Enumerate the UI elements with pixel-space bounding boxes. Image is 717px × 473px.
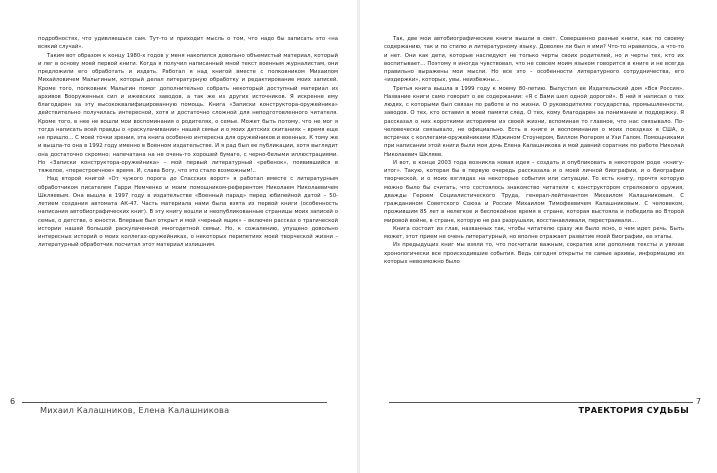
paragraph: Так, две мои автобиографические книги вышли в свет. Совершенно разные книги, как по своему содержанию, так и по стилю и литературному языку. Доволен ли был я ими? Что-то нравилось, а что-то и нет. Они как дети, которые наследуют не только черты своих родителей, но и черты тех, кто их воспитывает... Поэтому я иногда чувствовал, что не совсем моим языком говорится в книге и не всегда правильно выражены мои мысли. Но все это – особенности литературного сотрудничества, его «издержки», которых, увы, неизбежны... (384, 36, 684, 84)
running-head-authors: Михаил Калашников, Елена Калашникова (40, 405, 230, 415)
right-text-column (384, 35, 684, 266)
right-page (359, 0, 717, 473)
running-head-title: ТРАЕКТОРИЯ СУДЬБЫ (578, 405, 689, 415)
left-text-column (38, 35, 338, 250)
page-number: 6 (10, 397, 16, 406)
paragraph: Книга состоит из глав, названных так, чтобы читателю сразу же было ясно, о чем идет речь. Быть может, этот прием не очень литературный, но вполне отражает развитие моей биографии, ее этапы. (384, 225, 684, 240)
paragraph: Таким вот образом к концу 1980-х годов у меня накопился довольно объемистый материал, который и лег в основу моей первой книги. Когда я получил написанный мной текст военным журналистам, они предложили его обработать и издать. Работал я над книгой вместе с полковником Михаилом Михайловичем Малыгиным, который делал литературную обработку и редактирование моих записей. Кроме того, полковник Малыгин помог дополнительно собрать некоторый доступный материал из архивов Вооруженных сил и ижевских заводов, а так же из других источников. Я искренне ему благодарен за эту высококвалифицированную помощь. Книга «Записки конструктора-оружейника» действительно получилась интересной, хотя и достаточно сложной для неподготовленного читателя. Кроме того, в нее не вошли мои воспоминания о родителях, о семье. Может быть потому, что не мог я тогда написать всей правды о «раскулачивании» нашей семьи и о моих детских скитаниях – время еще не пришло... С моей точки зрения, эта книга особенно интересна для оружейников и военных. К тому же и вышла-то она в 1992 году именно в Военном издательстве. И я рад был ее публикации, хотя выглядит она достаточно скромно: напечатана на не очень-то хорошей бумаге, с черно-белыми иллюстрациями. Но «Записки конструктора-оружейника» – мой первый литературный «ребенок», появившийся в тяжелое, «перестроечное» время. И, слава Богу, что это стало возможным!.. (38, 52, 338, 174)
footer-rule (389, 402, 693, 403)
paragraph: Из предыдущих книг мы взяли то, что посчитали важным, сократив или дополнив тексты и увязав хронологически все происходившие события. Ведь сегодня открыты те самые архивы, информацию из которых невозможно было (384, 242, 684, 265)
paragraph: И вот, в конце 2003 года возникла новая идея – создать и опубликовать в некотором роде «книгу-итог». Такую, которая бы в первую очередь рассказала и о моей личной биографии, и о биографии творческой, и о моих взглядах на некоторые события или ситуации. То есть книгу, прочтя которую можно было бы считать, что состоялось знакомство читателя с конструктором стрелкового оружия, дважды Героем Социалистического Труда, генерал-лейтенантом Михаилом Калашниковым. С гражданином Советского Союза и России Михаилом Тимофеевичем Калашниковым. С человеком, прожившим 85 лет в нелегкое и беспокойное время в стране, которая выстояла и победила во Второй мировой войне, в стране, которую не раз разрушали, восстанавливали, перестраивали... (384, 159, 684, 224)
page-number: 7 (696, 397, 702, 406)
left-page (0, 0, 358, 473)
paragraph: подробностях, что удивляешься сам. Тут-то и приходит мысль о том, что надо бы записать это «на всякий случай». (38, 36, 338, 51)
paragraph: Третья книга вышла в 1999 году к моему 80-летию. Выпустил ее Издательский дом «Вся Россия». Название книги само говорит о ее содержании: «Я с Вами шел одной дорогой». В ней я написал о тех людях, с которыми был связан по работе и по жизни. О руководителях государства, промышленности, заводов. О тех, кто оставил в моей памяти след. О тех, кому благодарен за понимание и поддержку. Я рассказал о них короткими историями из своей жизни, вспоминая то главное, что нас связывало. По-человечески связывало, не официально. Есть в книге и воспоминания о моих поездках в США, о встречах с коллегами-оружейниками Юджином Стоунером, Биллом Рюгером и Узи Галом. Помощниками при написании этой книги были моя дочь Елена Калашникова и мой давний соратник по работе Николай Николаевич Шкляев. (384, 85, 684, 158)
paragraph: Над второй книгой «От чужого порога до Спасских ворот» я работал вместе с литературным обработчиком писателем Гарри Немченко и моим помощником-референтом Николаем Николаевичем Шкляевым. Она вышла в 1997 году в издательстве «Военный парад» перед юбилейной датой – 50-летием создания автомата АК-47. Часть материала нами была взята из первой книги (особенность написания автобиографических книг). В эту книгу вошли и неопубликованные страницы моих записей о семье, о детстве, о юности. Впервые был открыт и мой «черный ящик» – включен рассказ о трагической истории нашей большой раскулаченной многодетной семьи. Но, к сожалению, упущено довольно интересных историй о моих коллегах-оружейниках, о некоторых перипетиях моей творческой жизни – литературный обработчик посчитал этот материал излишним. (38, 176, 338, 249)
footer-rule (22, 402, 327, 403)
